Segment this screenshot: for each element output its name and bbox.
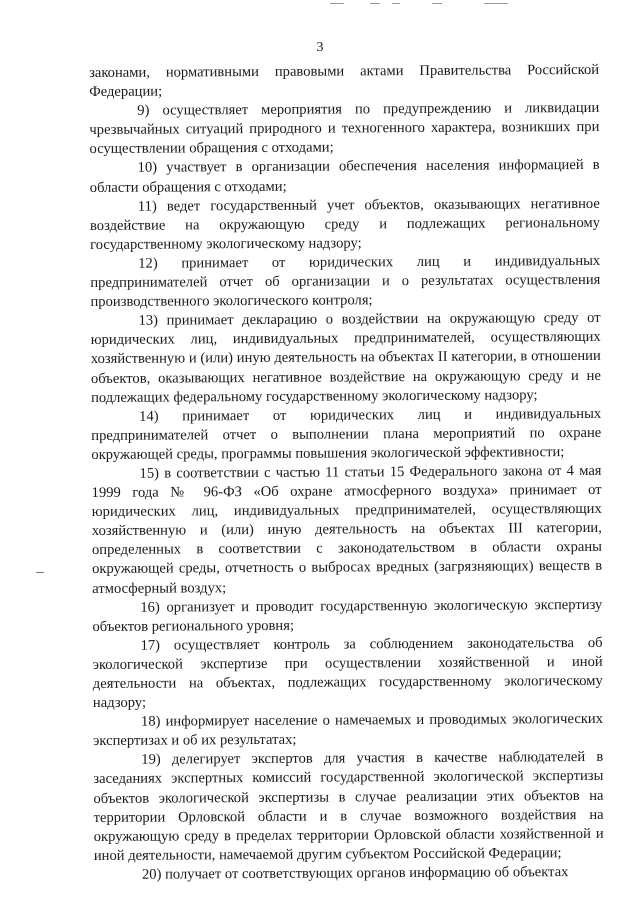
margin-mark [36,572,44,573]
list-item-9: 9) осуществляет мероприятия по предупреждению и ликвидации чрезвычайных ситуаций природного и техногенного характера, возникших при осуществлении обращения с отходами; [89,100,600,158]
list-item-14: 14) принимает от юридических лиц и индивидуальных предпринимателей отчет о выполнении плана мероприятий по охране окружающей среды, программы повышения экологической эффективности; [91,405,602,463]
list-item-11: 11) ведет государственный учет объектов, оказывающих негативное воздействие на окружающую среду и подлежащих региональному государственному экологическому надзору; [89,195,601,253]
document-body [89,61,604,885]
list-item-16: 16) организует и проводит государственную экологическую экспертизу объектов регионального уровня; [92,596,603,635]
list-item-19: 19) делегирует экспертов для участия в качестве наблюдателей в заседаниях экспертных комиссий государственной экологической экспертизы объектов экологической экспертизы в случае реализации этих объектов на территории Орловской области и в случае возможного воздействия на окружающую среду в пределах территории Орловской области хозяйственной и иной деятельности, намечаемой другим субъектом Российской Федерации; [93,749,604,864]
scan-mark [484,3,508,4]
list-item-15: 15) в соответствии с частью 11 статьи 15 Федерального закона от 4 мая 1999 года № 96-ФЗ «Об охране атмосферного воздуха» принимает от юридических лиц, индивидуальных предпринимателей, осуществляющих хозяйственную и (или) иную деятельность на объектах III категории, определенных в соответствии с законодательством в области охраны окружающей среды, отчетность о выбросах вредных (загрязняющих) веществ в атмосферный воздух; [91,462,603,597]
scan-mark [370,3,380,4]
list-item-20: 20) получает от соответствующих органов информацию об объектах [141,864,569,883]
list-item-10: 10) участвует в организации обеспечения населения информацией в области обращения с отходами; [89,157,600,196]
paragraph-continuation: законами, нормативными правовыми актами Правительства Российской Федерации; [89,61,600,101]
list-item-12: 12) принимает от юридических лиц и индивидуальных предпринимателей отчет об организации и о результатах осуществления производственного экологического контроля; [90,252,601,311]
page-number: 3 [316,40,324,55]
scan-mark [330,3,344,4]
scan-mark [392,3,400,4]
list-item-13: 13) принимает декларацию о воздействии на окружающую среду от юридических лиц, индивидуальных предпринимателей, осуществляющих хозяйственную и (или) иную деятельность на объектах II категории, в отношении объектов, оказывающих негативное воздействие на окружающую среду и не подлежащих федеральному государственному экологическому надзору; [90,310,601,406]
list-item-18: 18) информирует население о намечаемых и проводимых экологических экспертизах и об их результатах; [93,711,604,750]
scan-mark [432,3,442,4]
list-item-17: 17) осуществляет контроль за соблюдением законодательства об экологической экспертизе при осуществлении хозяйственной и иной деятельности на объектах, подлежащих государственному экологическому надзору; [92,634,603,712]
